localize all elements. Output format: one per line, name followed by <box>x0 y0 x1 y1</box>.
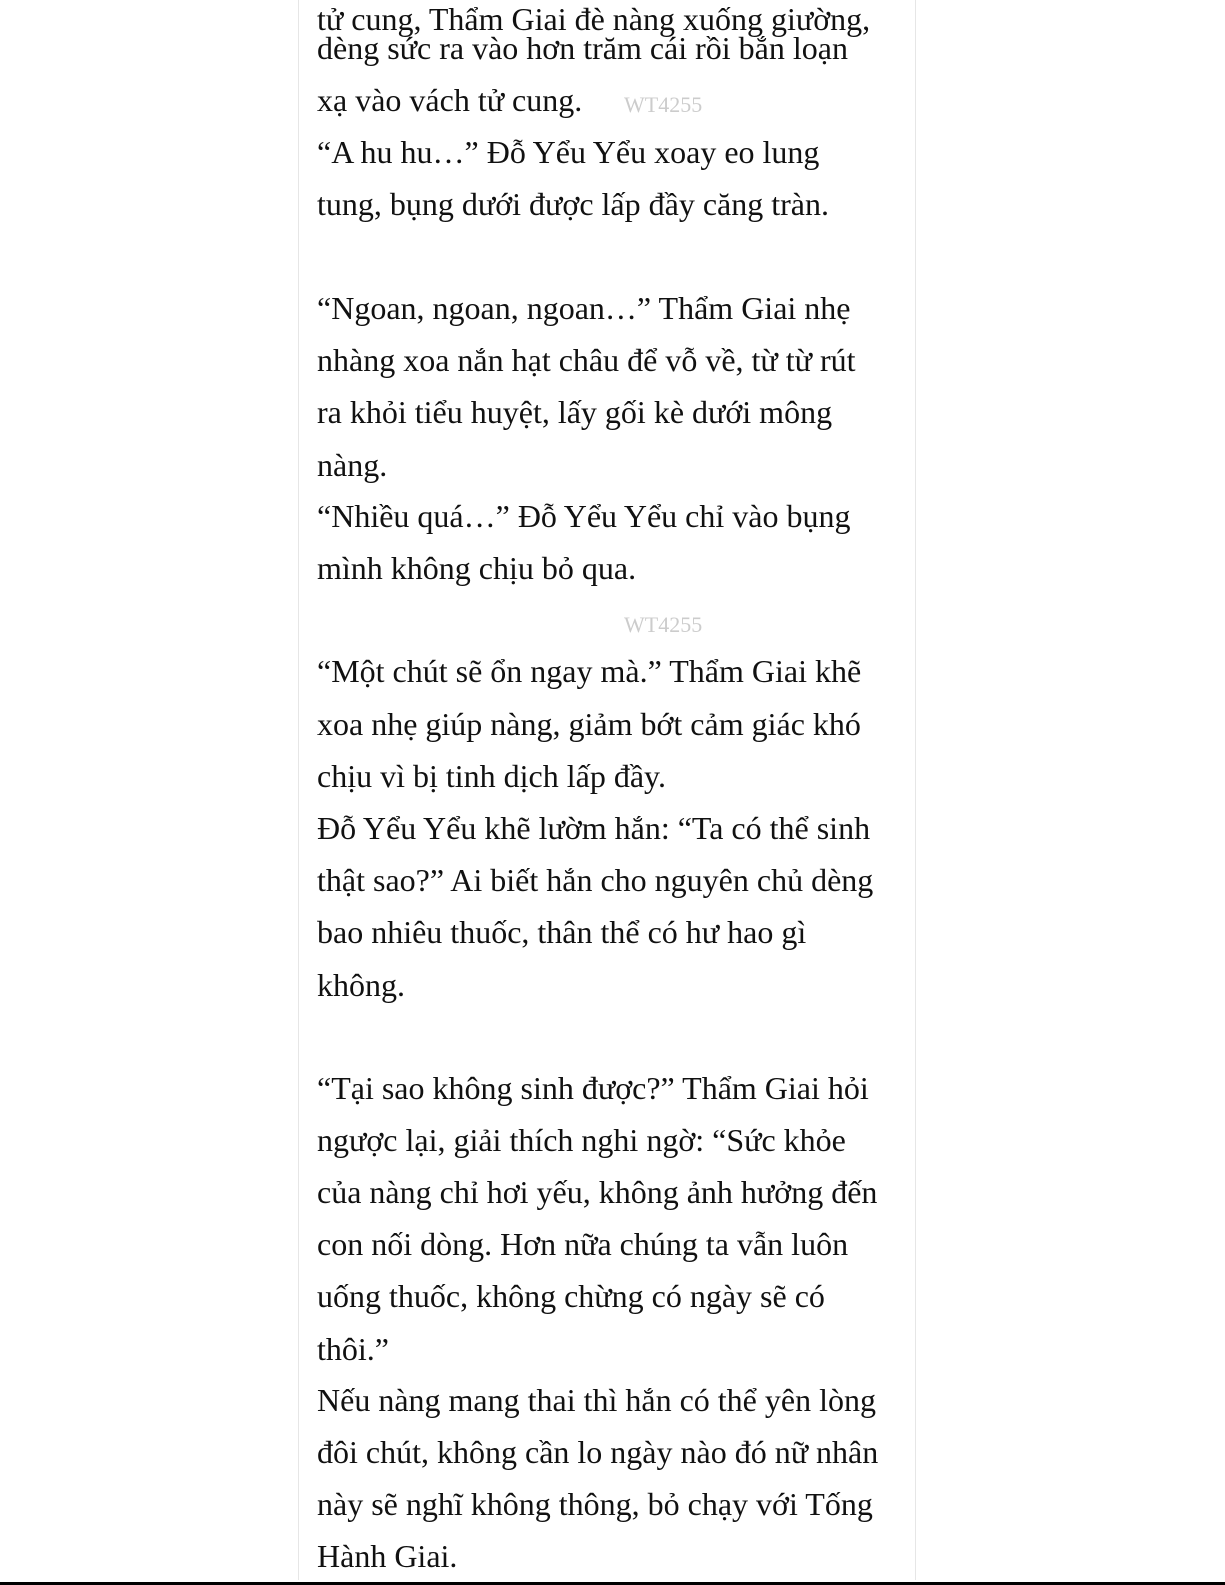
text-line: Hành Giai. <box>317 1538 458 1574</box>
text-line: Nếu nàng mang thai thì hắn có thể yên lòng <box>317 1382 876 1418</box>
watermark: WT4255 <box>624 612 703 637</box>
text-line: của nàng chỉ hơi yếu, không ảnh hưởng đến <box>317 1174 878 1210</box>
text-line: thật sao?” Ai biết hắn cho nguyên chủ dèng <box>317 862 874 898</box>
text-line: “Ngoan, ngoan, ngoan…” Thẩm Giai nhẹ <box>317 290 851 326</box>
text-line: dèng sức ra vào hơn trăm cái rồi bắn loạn <box>317 30 848 66</box>
text-line: “A hu hu…” Đỗ Yểu Yểu xoay eo lung <box>317 134 820 170</box>
text-line: đôi chút, không cần lo ngày nào đó nữ nhân <box>317 1434 879 1470</box>
text-line: Đỗ Yểu Yểu khẽ lườm hắn: “Ta có thể sinh <box>317 810 871 846</box>
text-line: nhàng xoa nắn hạt châu để vỗ về, từ từ rút <box>317 342 856 378</box>
text-line: này sẽ nghĩ không thông, bỏ chạy với Tống <box>317 1486 873 1522</box>
text-line: “Một chút sẽ ổn ngay mà.” Thẩm Giai khẽ <box>317 653 862 689</box>
text-line: “Tại sao không sinh được?” Thẩm Giai hỏi <box>317 1070 869 1106</box>
text-line: không. <box>317 967 405 1003</box>
text-line: chịu vì bị tinh dịch lấp đầy. <box>317 758 666 794</box>
text-line: ra khỏi tiểu huyệt, lấy gối kè dưới mông <box>317 394 833 430</box>
watermark: WT4255 <box>624 92 703 117</box>
text-line: tử cung, Thẩm Giai đè nàng xuống giường, <box>317 1 871 37</box>
text-line: con nối dòng. Hơn nữa chúng ta vẫn luôn <box>317 1226 849 1262</box>
text-line: bao nhiêu thuốc, thân thể có hư hao gì <box>317 914 807 950</box>
text-line: uống thuốc, không chừng có ngày sẽ có <box>317 1278 825 1314</box>
text-line: “Nhiều quá…” Đỗ Yểu Yểu chỉ vào bụng <box>317 498 851 534</box>
document-page <box>298 0 916 1580</box>
text-line: xạ vào vách tử cung. <box>317 82 583 118</box>
text-line: ngược lại, giải thích nghi ngờ: “Sức khỏe <box>317 1122 846 1158</box>
text-line: tung, bụng dưới được lấp đầy căng tràn. <box>317 186 829 222</box>
text-line: mình không chịu bỏ qua. <box>317 550 637 586</box>
text-line: nàng. <box>317 447 388 483</box>
text-line: xoa nhẹ giúp nàng, giảm bớt cảm giác khó <box>317 706 861 742</box>
text-line: thôi.” <box>317 1331 389 1367</box>
